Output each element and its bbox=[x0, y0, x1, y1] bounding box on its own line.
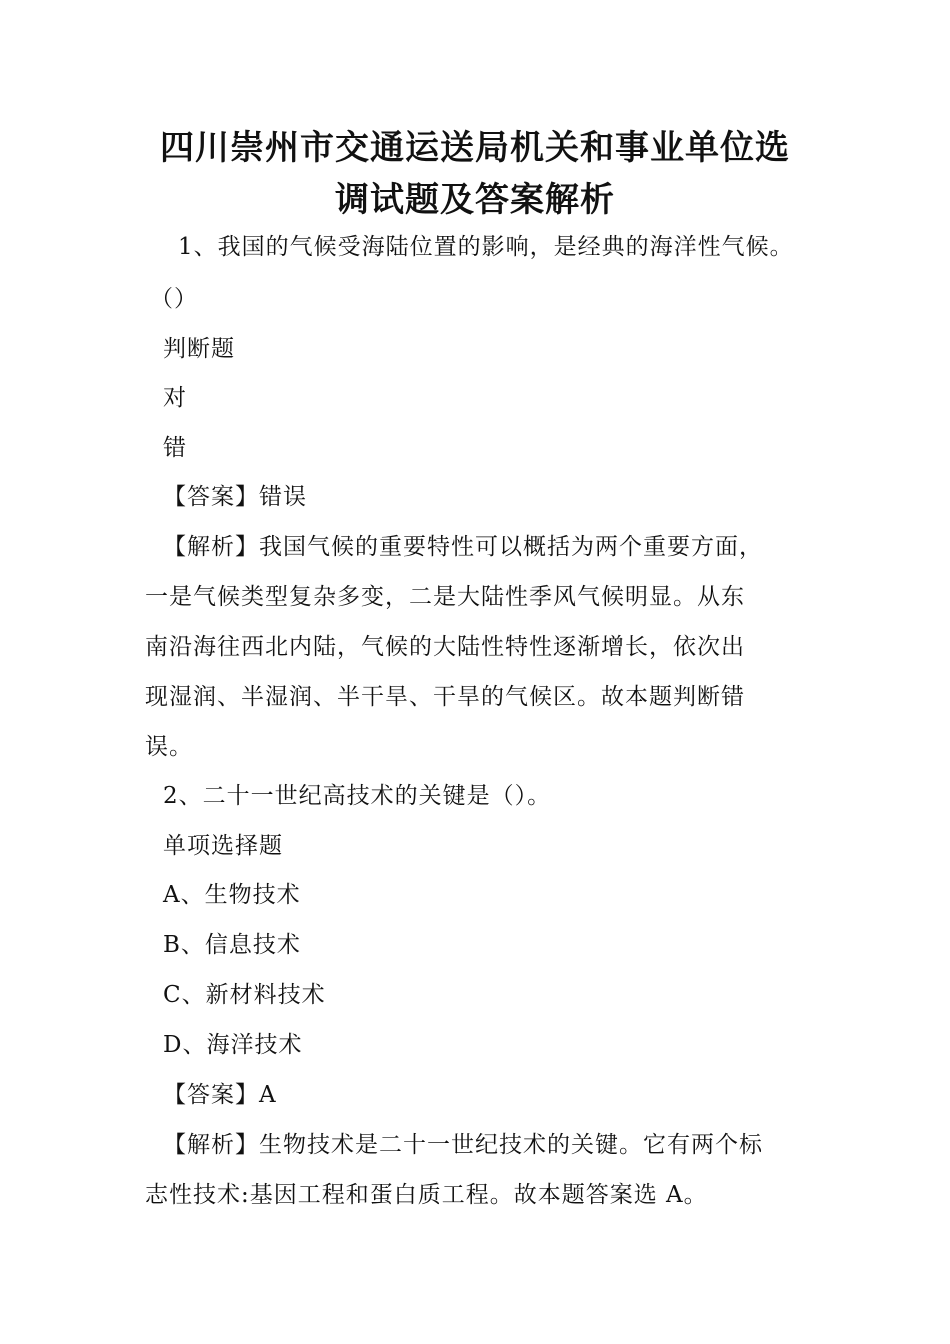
question-1-stem-continuation: （） bbox=[150, 286, 198, 312]
question-2-stem: 2、二十一世纪高技术的关键是（）。 bbox=[163, 783, 552, 809]
question-1-analysis-line: 误。 bbox=[145, 734, 193, 760]
question-1-option-true: 对 bbox=[163, 385, 187, 411]
question-2-answer: 【答案】A bbox=[163, 1082, 277, 1108]
question-2-analysis-line: 【解析】生物技术是二十一世纪技术的关键。它有两个标 bbox=[163, 1132, 763, 1158]
question-1-option-false: 错 bbox=[163, 435, 187, 461]
question-2-option-d: D、海洋技术 bbox=[163, 1032, 303, 1058]
question-1-analysis-line: 南沿海往西北内陆，气候的大陆性特性逐渐增长，依次出 bbox=[145, 634, 745, 660]
question-1-analysis-line: 现湿润、半湿润、半干旱、干旱的气候区。故本题判断错 bbox=[145, 684, 745, 710]
question-1-analysis-line: 一是气候类型复杂多变，二是大陆性季风气候明显。从东 bbox=[145, 584, 745, 610]
question-2-option-a: A、生物技术 bbox=[163, 882, 301, 908]
question-1-analysis-line: 【解析】我国气候的重要特性可以概括为两个重要方面， bbox=[163, 534, 763, 560]
document-title-line-2: 调试题及答案解析 bbox=[335, 180, 615, 220]
question-2-analysis-line: 志性技术:基因工程和蛋白质工程。故本题答案选 A。 bbox=[145, 1182, 708, 1208]
document-title-line-1: 四川崇州市交通运送局机关和事业单位选 bbox=[160, 128, 790, 168]
question-1-type: 判断题 bbox=[163, 336, 235, 362]
question-1-answer: 【答案】错误 bbox=[163, 484, 307, 510]
question-1-stem: 1、我国的气候受海陆位置的影响，是经典的海洋性气候。 bbox=[178, 234, 794, 260]
question-2-option-b: B、信息技术 bbox=[163, 932, 301, 958]
question-2-option-c: C、新材料技术 bbox=[163, 982, 326, 1008]
question-2-type: 单项选择题 bbox=[163, 833, 283, 859]
